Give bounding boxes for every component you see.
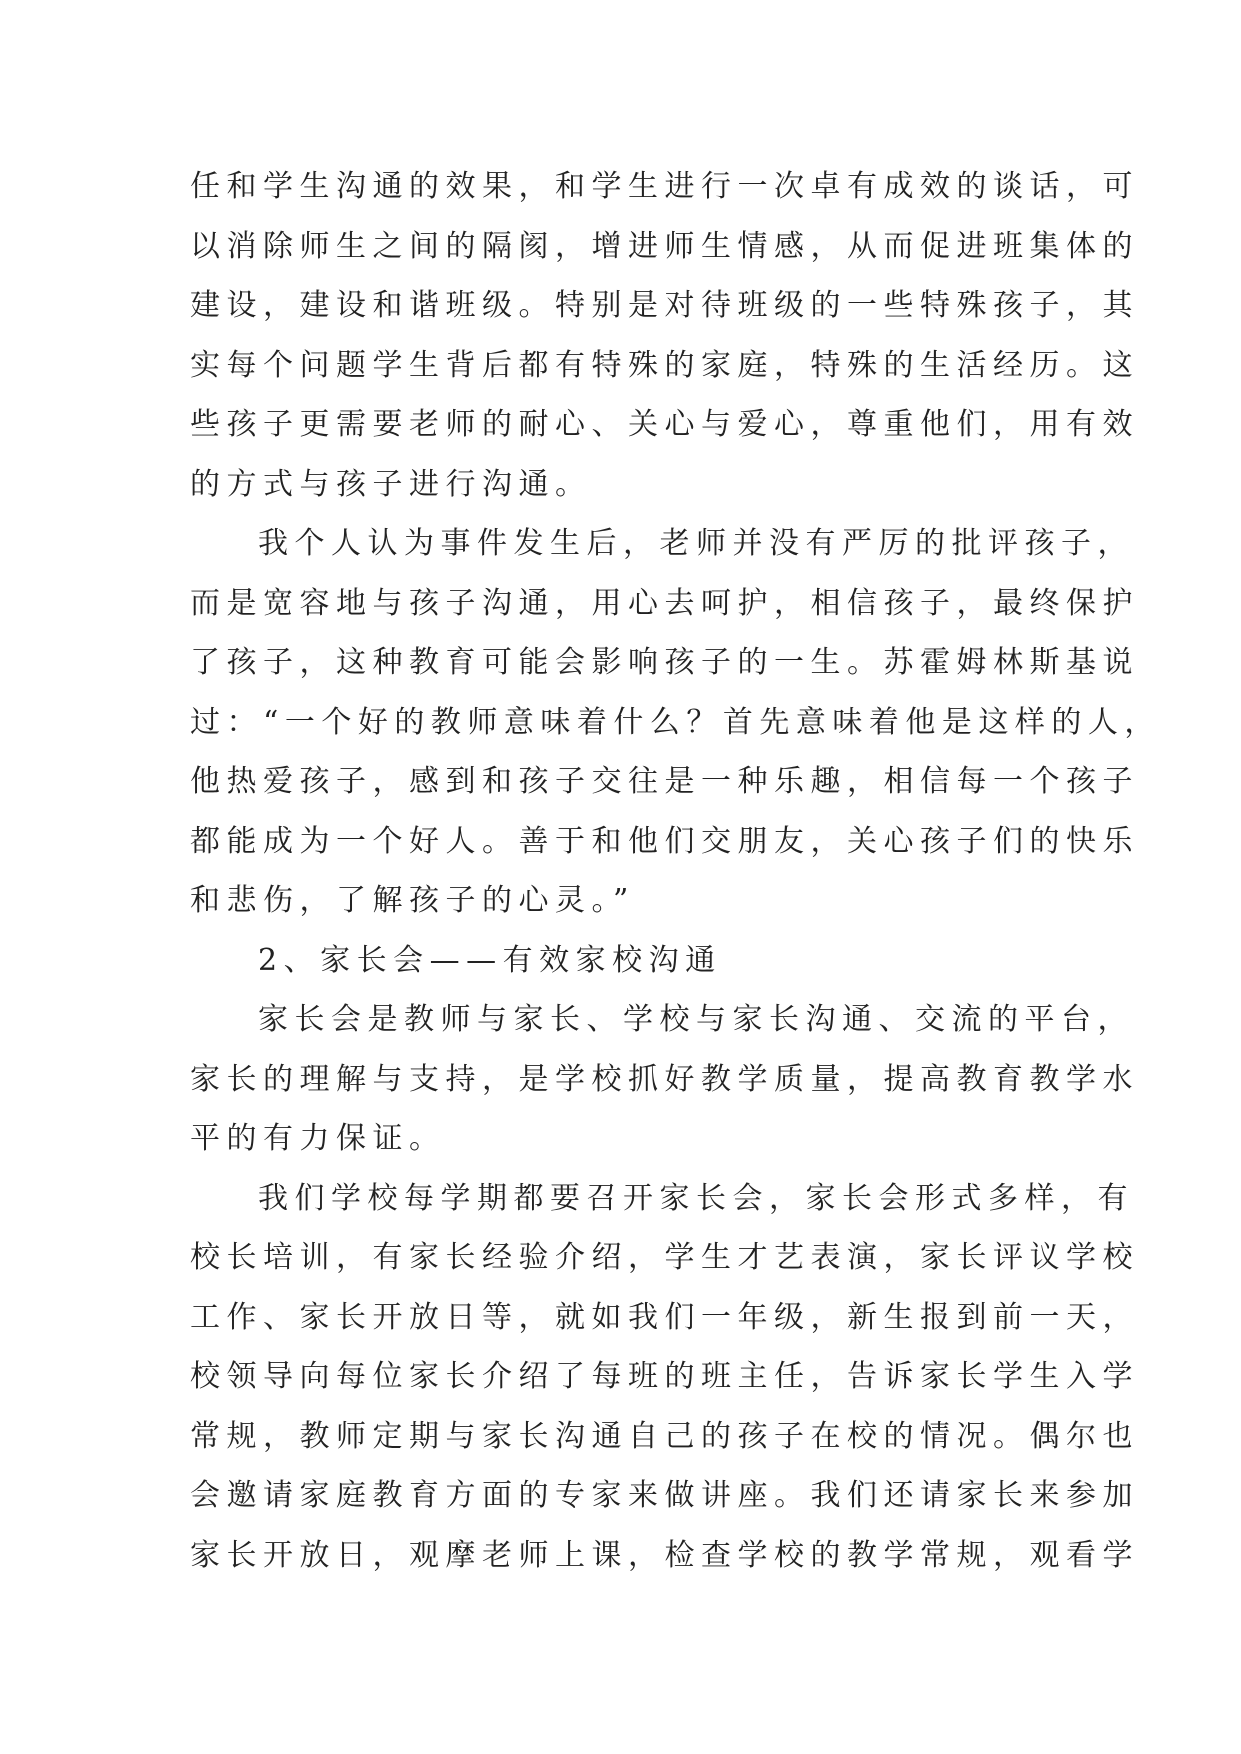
text-line-20: 工作、家长开放日等，就如我们一年级，新生报到前一天， xyxy=(190,1299,1139,1335)
text-line-9: 了孩子，这种教育可能会影响孩子的一生。苏霍姆林斯基说 xyxy=(190,645,1139,680)
text-line-3: 建设，建设和谐班级。特别是对待班级的一些特殊孩子，其 xyxy=(190,288,1139,323)
text-line-17: 平的有力保证。 xyxy=(190,1121,446,1156)
text-line-13: 和悲伤，了解孩子的心灵。” xyxy=(190,883,635,918)
text-line-19: 校长培训，有家长经验介绍，学生才艺表演，家长评议学校 xyxy=(190,1240,1139,1275)
text-line-18: 我们学校每学期都要召开家长会，家长会形式多样，有 xyxy=(258,1180,1134,1216)
text-line-22: 常规，教师定期与家长沟通自己的孩子在校的情况。偶尔也 xyxy=(190,1418,1139,1454)
text-line-11: 他热爱孩子，感到和孩子交往是一种乐趣，相信每一个孩子 xyxy=(190,764,1139,799)
section-heading: 2、家长会——有效家校沟通 xyxy=(258,942,722,978)
text-line-6: 的方式与孩子进行沟通。 xyxy=(190,466,592,502)
text-line-15: 家长会是教师与家长、学校与家长沟通、交流的平台， xyxy=(258,1002,1134,1037)
text-line-23: 会邀请家庭教育方面的专家来做讲座。我们还请家长来参加 xyxy=(190,1478,1139,1513)
text-line-2: 以消除师生之间的隔阂，增进师生情感，从而促进班集体的 xyxy=(190,228,1139,264)
text-line-21: 校领导向每位家长介绍了每班的班主任，告诉家长学生入学 xyxy=(190,1359,1139,1394)
text-line-12: 都能成为一个好人。善于和他们交朋友，关心孩子们的快乐 xyxy=(190,823,1139,859)
text-line-24: 家长开放日，观摩老师上课，检查学校的教学常规，观看学 xyxy=(190,1537,1139,1573)
text-line-16: 家长的理解与支持，是学校抓好教学质量，提高教育教学水 xyxy=(190,1061,1139,1097)
text-line-7: 我个人认为事件发生后，老师并没有严厉的批评孩子， xyxy=(258,526,1134,561)
text-line-10: 过：“一个好的教师意味着什么？首先意味着他是这样的人， xyxy=(190,704,1161,740)
text-line-5: 些孩子更需要老师的耐心、关心与爱心，尊重他们，用有效 xyxy=(190,407,1139,442)
text-line-1: 任和学生沟通的效果，和学生进行一次卓有成效的谈话，可 xyxy=(190,169,1139,204)
document-body xyxy=(190,157,1161,1585)
text-line-4: 实每个问题学生背后都有特殊的家庭，特殊的生活经历。这 xyxy=(190,347,1139,383)
text-line-8: 而是宽容地与孩子沟通，用心去呵护，相信孩子，最终保护 xyxy=(190,585,1139,621)
